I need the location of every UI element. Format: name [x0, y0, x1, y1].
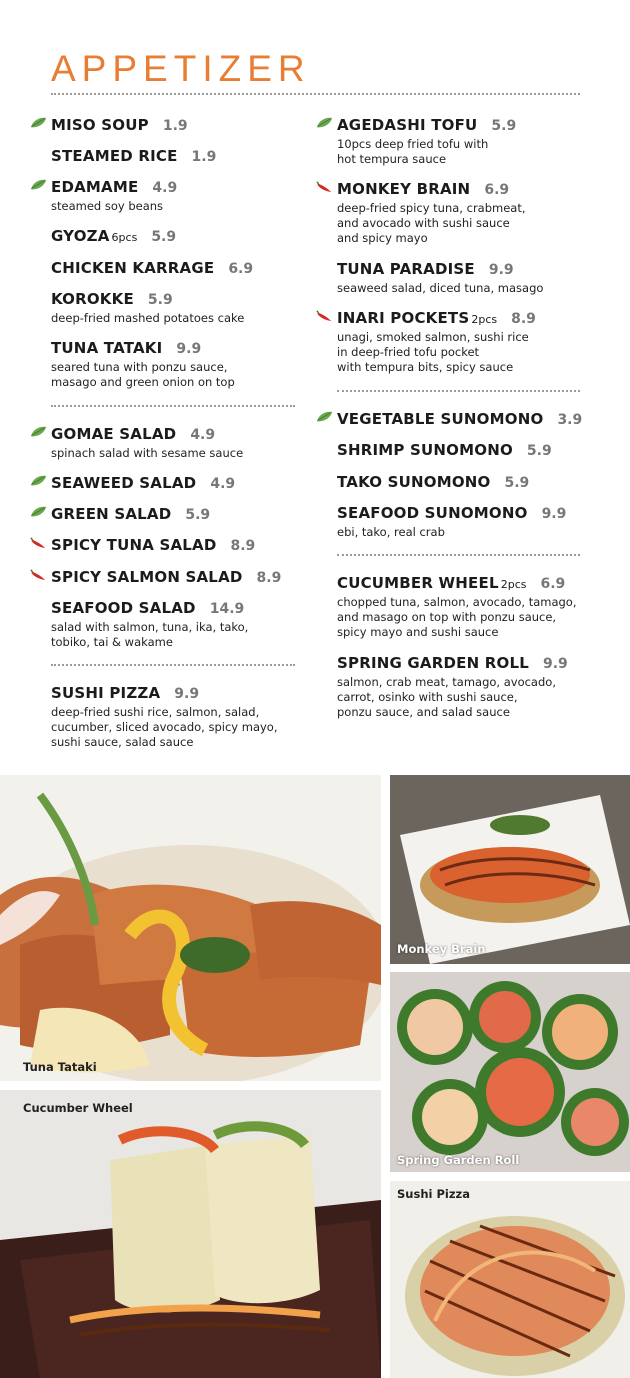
- cucumber-wheel-illustration: [0, 1090, 381, 1378]
- spring-garden-roll-illustration: [390, 972, 630, 1172]
- item-description: salad with salmon, tuna, ika, tako, tobiko, tai & wakame: [51, 620, 249, 649]
- photo-caption: Monkey Brain: [397, 942, 486, 956]
- item-name: GOMAE SALAD: [51, 425, 177, 443]
- menu-item-tuna-paradise: [337, 260, 597, 296]
- item-price: 4.9: [152, 180, 178, 196]
- item-description: seared tuna with ponzu sauce, masago and green onion on top: [51, 360, 235, 389]
- item-description: unagi, smoked salmon, sushi rice in deep-fried tofu pocket with tempura bits, spicy sauce: [337, 330, 529, 374]
- item-price: 6.9: [484, 182, 510, 198]
- item-name: AGEDASHI TOFU: [337, 116, 478, 134]
- menu-item-korokke: [51, 290, 311, 326]
- item-name: TUNA TATAKI: [51, 339, 163, 357]
- menu-item-inari-pockets: [337, 309, 597, 375]
- item-name: SPRING GARDEN ROLL: [337, 654, 529, 672]
- item-name: GYOZA: [51, 227, 110, 245]
- item-description: steamed soy beans: [51, 199, 164, 213]
- item-description: ebi, tako, real crab: [337, 525, 445, 539]
- item-name: MISO SOUP: [51, 116, 149, 134]
- menu-item-seaweed-salad: [51, 474, 311, 492]
- pepper-icon: [30, 569, 47, 581]
- item-price: 5.9: [504, 475, 530, 491]
- item-price: 5.9: [491, 118, 517, 134]
- item-quantity: 2pcs: [471, 313, 498, 326]
- item-name: MONKEY BRAIN: [337, 180, 471, 198]
- item-price: 9.9: [541, 506, 567, 522]
- item-name: EDAMAME: [51, 178, 139, 196]
- leaf-icon: [30, 117, 47, 129]
- menu-item-steamed-rice: [51, 147, 311, 165]
- item-price: 3.9: [557, 412, 583, 428]
- item-name: TUNA PARADISE: [337, 260, 475, 278]
- leaf-icon: [30, 475, 47, 487]
- item-price: 6.9: [228, 261, 254, 277]
- menu-item-green-salad: [51, 505, 311, 523]
- item-description: salmon, crab meat, tamago, avocado, carrot, osinko with sushi sauce, ponzu sauce, and salad sauce: [337, 675, 556, 719]
- item-name: CHICKEN KARRAGE: [51, 259, 215, 277]
- monkey-brain-illustration: [390, 775, 630, 964]
- photo-caption: Tuna Tataki: [23, 1060, 97, 1074]
- right-column: [337, 0, 597, 760]
- menu-item-chicken-karrage: [51, 259, 311, 277]
- item-name: INARI POCKETS: [337, 309, 470, 327]
- item-name: SPICY TUNA SALAD: [51, 536, 217, 554]
- item-price: 9.9: [488, 262, 514, 278]
- item-price: 8.9: [256, 570, 282, 586]
- leaf-icon: [30, 426, 47, 438]
- item-name: TAKO SUNOMONO: [337, 473, 491, 491]
- item-description: chopped tuna, salmon, avocado, tamago, and masago on top with ponzu sauce, spicy mayo and sushi sauce: [337, 595, 577, 639]
- left-column: [51, 0, 311, 760]
- item-quantity: 6pcs: [111, 231, 138, 244]
- item-name: SEAFOOD SALAD: [51, 599, 196, 617]
- item-name: VEGETABLE SUNOMONO: [337, 410, 544, 428]
- item-name: GREEN SALAD: [51, 505, 172, 523]
- item-description: 10pcs deep fried tofu with hot tempura sauce: [337, 137, 489, 166]
- pepper-icon: [30, 537, 47, 549]
- item-price: 5.9: [526, 443, 552, 459]
- section-divider: [337, 390, 580, 392]
- item-price: 4.9: [210, 476, 236, 492]
- item-price: 1.9: [162, 118, 188, 134]
- item-name: SEAFOOD SUNOMONO: [337, 504, 528, 522]
- item-name: STEAMED RICE: [51, 147, 178, 165]
- photo-tuna-tataki: [0, 775, 381, 1081]
- item-description: deep-fried spicy tuna, crabmeat, and avocado with sushi sauce and spicy mayo: [337, 201, 526, 245]
- menu-item-edamame: [51, 178, 311, 214]
- menu-item-tako-sunomono: [337, 473, 597, 491]
- photo-spring-garden-roll: [390, 972, 630, 1172]
- photo-sushi-pizza: [390, 1181, 630, 1378]
- photo-caption: Spring Garden Roll: [397, 1153, 520, 1167]
- menu-item-seafood-sunomono: [337, 504, 597, 540]
- item-name: CUCUMBER WHEEL: [337, 574, 499, 592]
- leaf-icon: [30, 179, 47, 191]
- menu-item-monkey-brain: [337, 180, 597, 246]
- item-description: deep-fried sushi rice, salmon, salad, cucumber, sliced avocado, spicy mayo, sushi sauce, salad sauce: [51, 705, 278, 749]
- menu-item-tuna-tataki: [51, 339, 311, 390]
- pepper-icon: [316, 310, 333, 322]
- section-divider: [337, 554, 580, 556]
- leaf-icon: [316, 411, 333, 423]
- sushi-pizza-illustration: [390, 1181, 630, 1378]
- photo-caption: Sushi Pizza: [397, 1187, 470, 1201]
- page-title: APPETIZER: [51, 48, 311, 89]
- item-price: 4.9: [190, 427, 216, 443]
- menu-item-spicy-salmon-salad: [51, 568, 311, 586]
- item-name: SUSHI PIZZA: [51, 684, 161, 702]
- photo-monkey-brain: [390, 775, 630, 964]
- menu-item-gyoza: [51, 227, 311, 245]
- item-description: deep-fried mashed potatoes cake: [51, 311, 245, 325]
- item-price: 14.9: [209, 601, 245, 617]
- menu-item-spicy-tuna-salad: [51, 536, 311, 554]
- item-price: 1.9: [191, 149, 217, 165]
- menu-item-miso-soup: [51, 116, 311, 134]
- item-name: KOROKKE: [51, 290, 134, 308]
- section-divider: [51, 405, 295, 407]
- pepper-icon: [316, 181, 333, 193]
- leaf-icon: [316, 117, 333, 129]
- menu-item-vegetable-sunomono: [337, 410, 597, 428]
- photo-cucumber-wheel: [0, 1090, 381, 1378]
- item-description: spinach salad with sesame sauce: [51, 446, 244, 460]
- tuna-tataki-illustration: [0, 775, 381, 1081]
- item-price: 9.9: [174, 686, 200, 702]
- item-name: SPICY SALMON SALAD: [51, 568, 243, 586]
- item-price: 5.9: [151, 229, 177, 245]
- menu-item-spring-garden-roll: [337, 654, 607, 720]
- item-price: 8.9: [230, 538, 256, 554]
- menu-item-shrimp-sunomono: [337, 441, 597, 459]
- item-name: SHRIMP SUNOMONO: [337, 441, 513, 459]
- item-quantity: 2pcs: [500, 578, 527, 591]
- leaf-icon: [30, 506, 47, 518]
- item-price: 8.9: [511, 311, 536, 327]
- section-divider: [51, 664, 295, 666]
- item-name: SEAWEED SALAD: [51, 474, 197, 492]
- item-price: 6.9: [540, 576, 566, 592]
- menu-item-sushi-pizza: [51, 684, 311, 750]
- item-price: 9.9: [542, 656, 568, 672]
- item-price: 9.9: [176, 341, 202, 357]
- menu-item-gomae-salad: [51, 425, 311, 461]
- item-description: seaweed salad, diced tuna, masago: [337, 281, 544, 295]
- menu-item-seafood-salad: [51, 599, 311, 650]
- photo-caption: Cucumber Wheel: [23, 1101, 133, 1115]
- menu-item-agedashi-tofu: [337, 116, 597, 167]
- menu-item-cucumber-wheel: [337, 574, 607, 640]
- item-price: 5.9: [147, 292, 173, 308]
- item-price: 5.9: [185, 507, 211, 523]
